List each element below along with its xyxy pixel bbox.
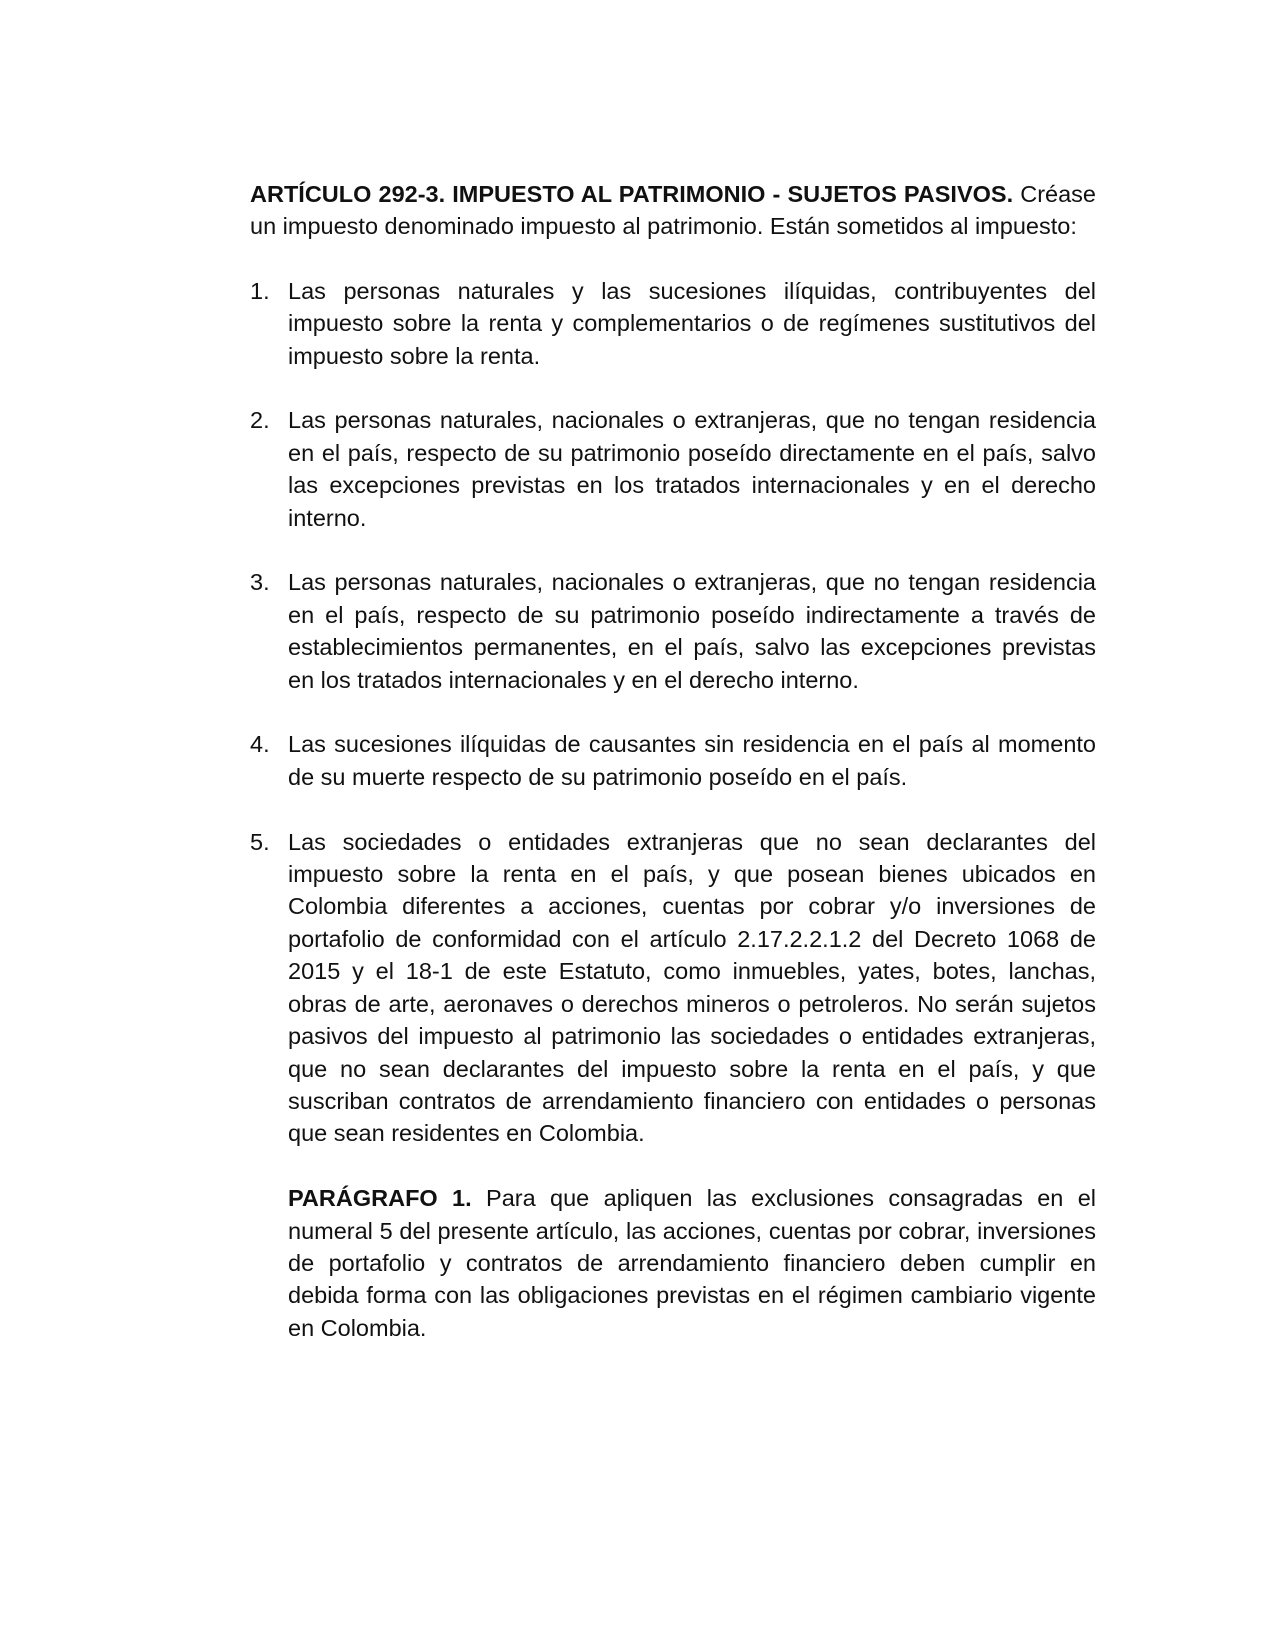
paragrafo-text: Para que apliquen las exclusiones consagradas en el numeral 5 del presente artículo, las acciones, cuentas por cobrar, inversiones de portafolio y contratos de arrendamiento financiero deben cumplir en debida forma con las obligaciones previstas en el régimen cambiario vigente en Colombia.	[288, 1185, 1097, 1341]
list-item-number: 5.	[250, 828, 270, 855]
list-item-number: 2.	[250, 407, 270, 434]
list-item	[250, 566, 1096, 696]
list-item-number: 3.	[250, 569, 270, 596]
list-item-text: Las personas naturales, nacionales o extranjeras, que no tengan residencia en el país, respecto de su patrimonio poseído indirectamente a través de establecimientos permanentes, en el país, salvo las excepciones previstas en los tratados internacionales y en el derecho interno.	[288, 569, 1096, 693]
article-intro-text: Créase un impuesto denominado impuesto al patrimonio. Están sometidos al impuesto:	[250, 181, 1096, 240]
list-item-text: Las sociedades o entidades extranjeras que no sean declarantes del impuesto sobre la renta en el país, y que posean bienes ubicados en Colombia diferentes a acciones, cuentas por cobrar y/o inversiones de portafolio de conformidad con el artículo 2.17.2.2.1.2 del Decreto 1068 de 2015 y el 18-1 de este Estatuto, como inmuebles, yates, botes, lanchas, obras de arte, aeronaves o derechos mineros o petroleros. No serán sujetos pasivos del impuesto al patrimonio las sociedades o entidades extranjeras, que no sean declarantes del impuesto sobre la renta en el país, y que suscriban contratos de arrendamiento financiero con entidades o personas que sean residentes en Colombia.	[288, 828, 1096, 1147]
list-item-text: Las personas naturales y las sucesiones ilíquidas, contribuyentes del impuesto sobre la renta y complementarios o de regímenes sustitutivos del impuesto sobre la renta.	[288, 277, 1096, 369]
list-item-text: Las sucesiones ilíquidas de causantes sin residencia en el país al momento de su muerte respecto de su patrimonio poseído en el país.	[288, 731, 1096, 790]
list-item-text: Las personas naturales, nacionales o extranjeras, que no tengan residencia en el país, respecto de su patrimonio poseído directamente en el país, salvo las excepciones previstas en los tratados internacionales y en el derecho interno.	[288, 407, 1096, 531]
list-item	[250, 826, 1096, 1150]
article-intro	[250, 178, 1096, 243]
list-item	[250, 728, 1096, 793]
article-title: ARTÍCULO 292-3. IMPUESTO AL PATRIMONIO - SUJETOS PASIVOS.	[250, 181, 1014, 207]
list-item	[250, 275, 1096, 372]
list-item-number: 1.	[250, 277, 270, 304]
paragrafo-1	[250, 1182, 1096, 1344]
article-body	[250, 178, 1096, 1344]
paragrafo-label: PARÁGRAFO 1.	[288, 1185, 472, 1212]
subjects-list	[250, 275, 1096, 1150]
list-item-number: 4.	[250, 731, 270, 758]
list-item	[250, 404, 1096, 534]
